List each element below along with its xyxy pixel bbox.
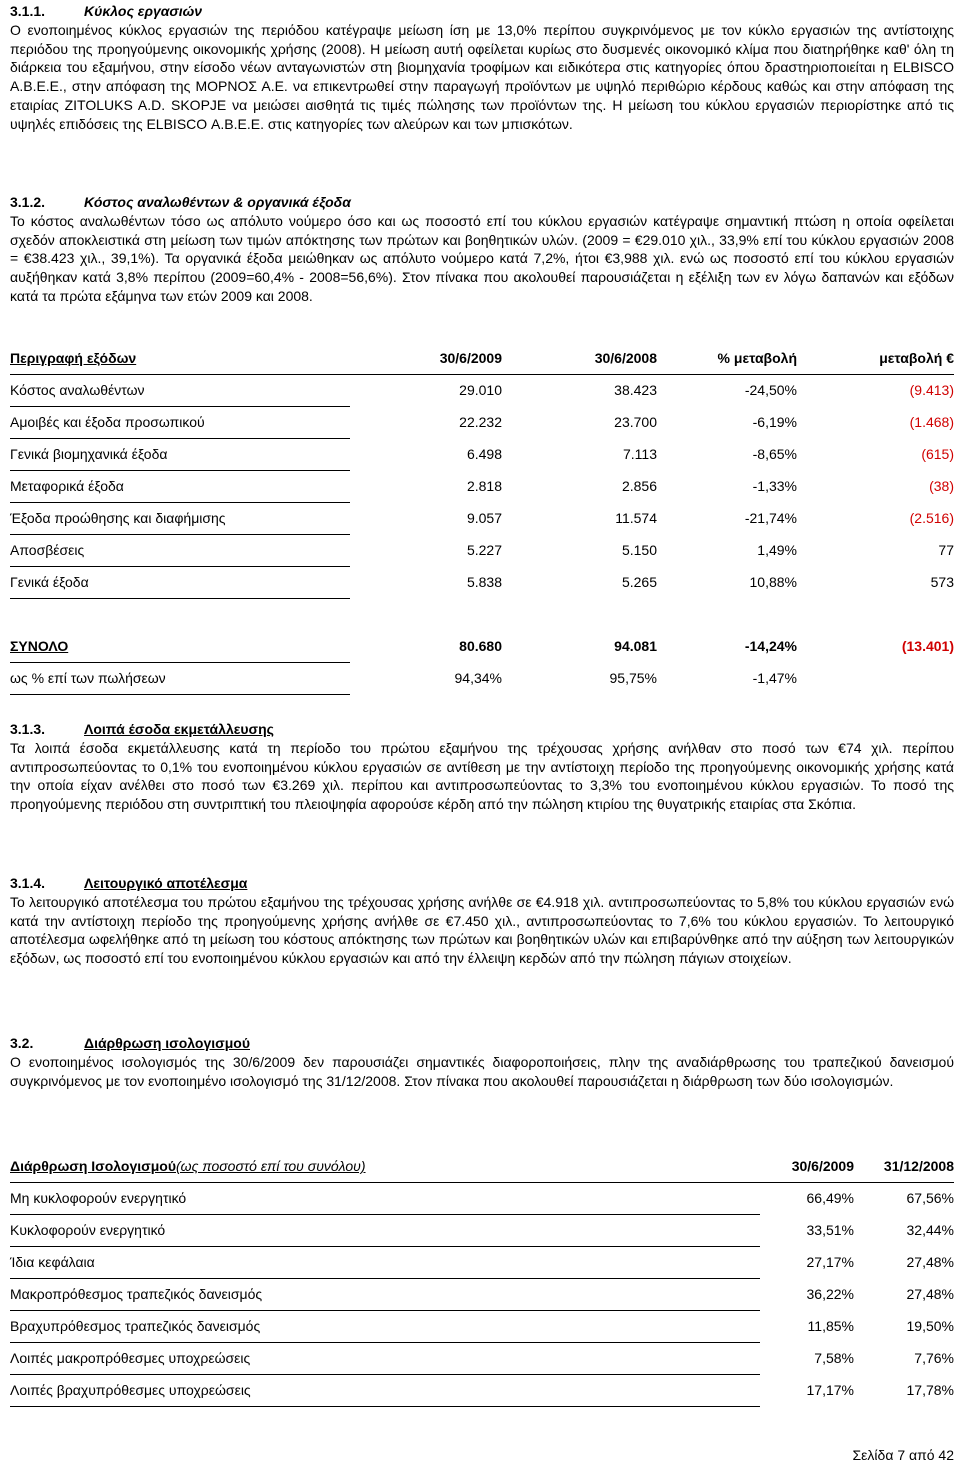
row-description: Ίδια κεφάλαια [10, 1247, 760, 1279]
balance-table-block [10, 1151, 954, 1407]
header-2008: 30/6/2008 [502, 343, 657, 375]
total-row [10, 631, 954, 663]
value-2009: 80.680 [459, 638, 502, 655]
value-2008: 7.113 [623, 446, 657, 463]
value-2008: 27,48% [906, 1286, 954, 1303]
value-2009: 27,17% [806, 1254, 854, 1271]
header-subtitle: (ως ποσοστό επί του συνόλου) [176, 1158, 366, 1175]
change-eur: (13.401) [901, 638, 954, 655]
value-2008: 11.574 [615, 510, 657, 527]
balance-table [10, 1151, 954, 1407]
section-heading [10, 2, 954, 21]
table-row [10, 503, 954, 535]
pct-change: -6,19% [752, 414, 797, 431]
value-2008: 67,56% [906, 1190, 954, 1207]
value-2008: 32,44% [906, 1222, 954, 1239]
section-3-2 [10, 1034, 954, 1090]
change-eur: (9.413) [909, 382, 954, 399]
row-description: Μη κυκλοφορούν ενεργητικό [10, 1183, 760, 1215]
row-description: ως % επί των πωλήσεων [10, 663, 350, 695]
header-title: Διάρθρωση Ισολογισμού [10, 1158, 176, 1175]
row-description: Αποσβέσεις [10, 535, 350, 567]
row-description: Κυκλοφορούν ενεργητικό [10, 1215, 760, 1247]
value-2009: 94,34% [454, 670, 502, 687]
value-2009: 22.232 [459, 414, 502, 431]
row-description: Κόστος αναλωθέντων [10, 375, 350, 407]
section-title: Κύκλος εργασιών [84, 3, 203, 19]
section-3-1-3 [10, 720, 954, 814]
section-paragraph: Τα λοιπά έσοδα εκμετάλλευσης κατά τη περίοδο του πρώτου εξαμήνου της τρέχουσας χρήσης ανήλθαν στο ποσό των €74 χιλ. περίπου αντιπροσωπεύοντας το 0,1% του ενοποιημένου κύκλου εργασιών σε αντίθεση με την αντίστοιχη περίοδο της προηγούμενης οικονομικής χρήσης κατά την οποία είχαν ανέλθει στο ποσό των €3.269 χιλ. περίπου και αντιπροσωπεύοντας το 3,3% του ενοποιημένου κύκλου εργασιών. Το ποσό της προηγούμενης περιόδου στη συντριπτική του πλειοψηφία αφορούσε κέρδη από την πώληση κτιρίου της θυγατρικής εταιρίας στα Σκόπια. [10, 739, 954, 812]
table-row [10, 439, 954, 471]
value-2009: 11,85% [807, 1318, 854, 1335]
table-row [10, 535, 954, 567]
change-eur: 573 [930, 574, 954, 591]
table-row [10, 567, 954, 599]
row-description: Λοιπές μακροπρόθεσμες υποχρεώσεις [10, 1343, 760, 1375]
value-2009: 2.818 [466, 478, 502, 495]
table-row [10, 1279, 954, 1311]
table-row [10, 375, 954, 407]
value-2008: 5.150 [621, 542, 657, 559]
section-title: Λοιπά έσοδα εκμετάλλευσης [84, 721, 274, 737]
section-title: Λειτουργικό αποτέλεσμα [84, 875, 248, 891]
change-eur [797, 663, 954, 695]
expenses-table [10, 343, 954, 695]
value-2009: 6.498 [466, 446, 502, 463]
section-paragraph: Το λειτουργικό αποτέλεσμα του πρώτου εξαμήνου της τρέχουσας χρήσης ανήλθε σε €4.918 χιλ. αντιπροσωπεύοντας το 5,8% του κύκλου εργασιών ενώ κατά την αντίστοιχη περίοδο της προηγούμενης χρήσης ανήλθε σε €7.450 χιλ., αντιπροσωπεύοντας το 7,6% του κύκλου εργασιών. Το λειτουργικό αποτέλεσμα ωφελήθηκε από τη μείωση του κόστους απόκτησης των πρώτων και βοηθητικών υλών και επιβαρύνθηκε από την αύξηση των λειτουργικών εξόδων, ως ποσοστό επί του ενοποιημένου κύκλου εργασιών και από την έλλειψη κερδών από την πώληση πάγιων στοιχείων. [10, 893, 954, 966]
value-2008: 19,50% [906, 1318, 954, 1335]
value-2008: 17,78% [906, 1382, 954, 1399]
value-2008: 38.423 [614, 382, 657, 399]
pct-change: -1,33% [752, 478, 797, 495]
pct-change: -1,47% [752, 670, 797, 687]
value-2009: 17,17% [806, 1382, 854, 1399]
header-description: Περιγραφή εξόδων [10, 343, 350, 375]
value-2008: 5.265 [621, 574, 657, 591]
value-2008: 23.700 [614, 414, 657, 431]
section-number: 3.1.4. [10, 875, 46, 891]
header-2009: 30/6/2009 [760, 1151, 854, 1183]
row-description: Μεταφορικά έξοδα [10, 471, 350, 503]
table-row [10, 1215, 954, 1247]
value-2009: 36,22% [806, 1286, 854, 1303]
value-2008: 27,48% [906, 1254, 954, 1271]
value-2009: 66,49% [806, 1190, 854, 1207]
section-title: Διάρθρωση ισολογισμού [84, 1035, 250, 1051]
table-row [10, 1183, 954, 1215]
value-2008: 95,75% [609, 670, 657, 687]
section-3-1-1 [10, 2, 954, 133]
value-2008: 94.081 [614, 638, 657, 655]
section-number: 3.1.3. [10, 721, 46, 737]
row-description: Βραχυπρόθεσμος τραπεζικός δανεισμός [10, 1311, 760, 1343]
value-2009: 7,58% [814, 1350, 854, 1367]
expenses-table-block [10, 343, 954, 695]
row-description: Γενικά βιομηχανικά έξοδα [10, 439, 350, 471]
header-change-eur: μεταβολή € [797, 343, 954, 375]
section-heading [10, 193, 954, 212]
spacer-row [10, 599, 954, 632]
section-number: 3.1.2. [10, 194, 46, 210]
header-description [10, 1151, 760, 1183]
section-3-1-4 [10, 874, 954, 968]
row-description: Έξοδα προώθησης και διαφήμισης [10, 503, 350, 535]
header-pct-change: % μεταβολή [657, 343, 797, 375]
value-2009: 29.010 [459, 382, 502, 399]
pct-change: -24,50% [744, 382, 797, 399]
pct-sales-row [10, 663, 954, 695]
row-description: Λοιπές βραχυπρόθεσμες υποχρεώσεις [10, 1375, 760, 1407]
pct-change: -8,65% [752, 446, 797, 463]
table-row [10, 1343, 954, 1375]
section-title: Κόστος αναλωθέντων & οργανικά έξοδα [84, 194, 351, 210]
value-2009: 5.838 [466, 574, 502, 591]
section-heading [10, 1034, 954, 1053]
section-number: 3.2. [10, 1035, 34, 1051]
change-eur: (1.468) [909, 414, 954, 431]
section-paragraph: Το κόστος αναλωθέντων τόσο ως απόλυτο νούμερο όσο και ως ποσοστό επί του κύκλου εργασιών κατέγραψε σημαντική πτώση η οποία οφείλεται σχεδόν αποκλειστικά στη μείωση των τιμών απόκτησης των πρώτων και βοηθητικών υλών. (2009 = €29.010 χιλ., 33,9% επί του κύκλου εργασιών 2008 = €38.423 χιλ., 39,1%). Τα οργανικά έξοδα μειώθηκαν ως απόλυτο νούμερο κατά 7,2%, ήτοι €3,988 χιλ. ενώ ως ποσοστό επί του κύκλου εργασιών αυξήθηκαν κατά 3,8% περίπου (2009=60,4% - 2008=56,6%). Στον πίνακα που ακολουθεί παρουσιάζεται η εξέλιξη των εν λόγω δαπανών και εξόδων κατά τα πρώτα εξάμηνα των ετών 2009 και 2008. [10, 212, 954, 304]
row-description: Αμοιβές και έξοδα προσωπικού [10, 407, 350, 439]
change-eur: 77 [938, 542, 954, 559]
pct-change: 1,49% [757, 542, 797, 559]
pct-change: -21,74% [744, 510, 797, 527]
section-paragraph: Ο ενοποιημένος ισολογισμός της 30/6/2009 δεν παρουσιάζει σημαντικές διαφοροποιήσεις, πλην της αναδιάρθρωσης του τραπεζικού δανεισμού συγκρινόμενος με τον ενοποιημένο ισολογισμό της 31/12/2008. Στον πίνακα που ακολουθεί παρουσιάζεται η διάρθρωση των δύο ισολογισμών. [10, 1053, 954, 1089]
value-2009: 5.227 [466, 542, 502, 559]
table-row [10, 1247, 954, 1279]
section-3-1-2 [10, 193, 954, 306]
section-heading [10, 874, 954, 893]
row-description: Γενικά έξοδα [10, 567, 350, 599]
page-footer: Σελίδα 7 από 42 [852, 1447, 954, 1463]
value-2008: 2.856 [621, 478, 657, 495]
change-eur: (38) [929, 478, 954, 495]
table-header-row [10, 1151, 954, 1183]
header-2008: 31/12/2008 [854, 1151, 954, 1183]
table-row [10, 407, 954, 439]
table-row [10, 1375, 954, 1407]
section-heading [10, 720, 954, 739]
change-eur: (615) [921, 446, 954, 463]
row-description: Μακροπρόθεσμος τραπεζικός δανεισμός [10, 1279, 760, 1311]
pct-change: -14,24% [744, 638, 797, 655]
header-2009: 30/6/2009 [350, 343, 502, 375]
table-row [10, 1311, 954, 1343]
table-row [10, 471, 954, 503]
section-paragraph: Ο ενοποιημένος κύκλος εργασιών της περιόδου κατέγραψε μείωση ίση με 13,0% περίπου συγκρινόμενος με τον κύκλο εργασιών της αντίστοιχης περιόδου της προηγούμενης οικονομικής χρήσης (2008). Η μείωση αυτή οφείλεται κυρίως στο δυσμενές οικονομικό κλίμα που διατηρήθηκε καθ' όλη τη διάρκεια του εξαμήνου, στην είσοδο νέων ανταγωνιστών στη βιομηχανία τροφίμων και ειδικότερα στις κατηγορίες όπου δραστηριοποιείται η ELBISCO Α.Β.Ε.Ε., στην απόφαση της ΜΟΡΝΟΣ Α.Ε. να επικεντρωθεί στην παραγωγή προϊόντων με υψηλό περιθώριο κέρδους καθώς και στην απόφαση της εταιρίας ZITOLUKS A.D. SKOPJE να μειώσει αισθητά τις τιμές πώλησης των προϊόντων της. Η μείωση του κύκλου εργασιών περιορίστηκε από τις υψηλές επιδόσεις της ELBISCO Α.Β.Ε.Ε. στις κατηγορίες των αλεύρων και των μπισκότων. [10, 21, 954, 132]
value-2009: 33,51% [806, 1222, 854, 1239]
change-eur: (2.516) [909, 510, 954, 527]
value-2009: 9.057 [466, 510, 502, 527]
row-description: ΣΥΝΟΛΟ [10, 631, 350, 663]
value-2008: 7,76% [914, 1350, 954, 1367]
pct-change: 10,88% [749, 574, 797, 591]
table-header-row [10, 343, 954, 375]
section-number: 3.1.1. [10, 3, 46, 19]
